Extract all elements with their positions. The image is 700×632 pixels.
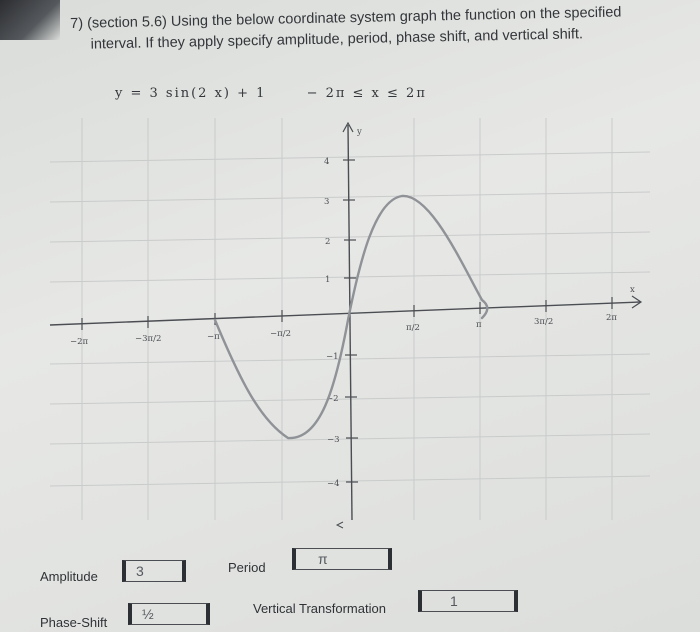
y-tick-label: −3: [327, 435, 340, 445]
y-tick-label: 2: [325, 237, 331, 247]
x-axis-label: x: [630, 285, 635, 295]
domain-interval: − 2π ≤ x ≤ 2π: [306, 86, 427, 101]
x-tick-label: π: [476, 320, 482, 330]
y-tick-label: −4: [327, 479, 340, 489]
amplitude-answer-box[interactable]: [122, 560, 186, 582]
y-tick-label: 3: [324, 197, 330, 207]
y-axis-label: y: [357, 127, 362, 137]
phase-shift-label: Phase-Shift: [40, 615, 108, 630]
x-tick-label: 2π: [606, 313, 617, 323]
question-line-2: interval. If they apply specify amplitude, period, phase shift, and vertical shift.: [90, 26, 584, 53]
vertical-transformation-value: 1: [450, 593, 458, 609]
x-tick-label: 3π/2: [534, 317, 554, 327]
x-tick-label: −π: [207, 332, 220, 342]
period-answer-box[interactable]: [292, 548, 392, 570]
phase-shift-answer-box[interactable]: [128, 603, 210, 625]
x-tick-label: π/2: [406, 323, 420, 333]
x-tick-label: −π/2: [270, 329, 291, 339]
period-value: π: [318, 551, 328, 567]
question-line-1: 7) (section 5.6) Using the below coordinate system graph the function on the specified: [70, 4, 622, 32]
y-tick-label: −1: [326, 352, 339, 362]
vertical-transformation-answer-box[interactable]: [418, 590, 518, 612]
y-axis-bottom-arrow: [337, 522, 343, 528]
amplitude-label: Amplitude: [40, 569, 98, 584]
y-tick-label: −2: [326, 394, 339, 404]
y-tick-label: 4: [324, 157, 330, 167]
x-tick-label: −2π: [70, 337, 89, 347]
equation: y = 3 sin(2 x) + 1: [115, 86, 267, 101]
x-tick-label: −3π/2: [135, 334, 162, 344]
period-label: Period: [228, 560, 266, 575]
phase-shift-value: ½: [142, 606, 154, 622]
y-tick-label: 1: [325, 275, 331, 285]
vertical-transformation-label: Vertical Transformation: [253, 601, 386, 616]
amplitude-value: 3: [136, 563, 144, 579]
